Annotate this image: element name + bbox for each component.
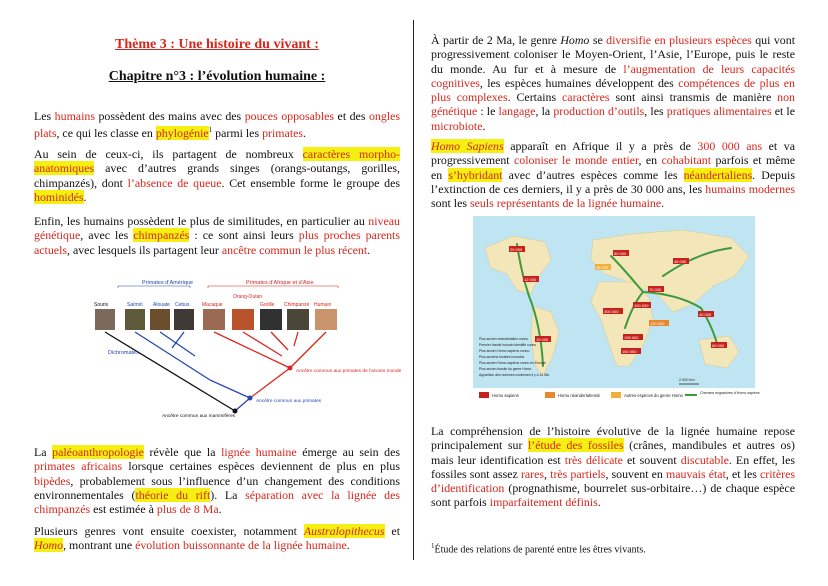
group-africa-bracket bbox=[208, 286, 338, 288]
paragraph-hominids: Au sein de ceux-ci, ils partagent de nombreux caractères morpho-anatomiques avec d’autres grands singes (orangs-outangs, gorilles, chimpanzés), dont l’absence de queue. Cet ensemble forme le groupe des hominidés. bbox=[34, 147, 400, 204]
branch-cebus bbox=[172, 332, 184, 348]
branch-old-world bbox=[250, 368, 290, 398]
label-ancestor-mammals: Ancêtre commun aux mammifères bbox=[162, 414, 236, 419]
site-label: 35 000 bbox=[596, 265, 609, 270]
legend-swatch-sapiens bbox=[479, 392, 489, 398]
photo-alouate bbox=[150, 309, 170, 330]
site-label: 12 000 bbox=[524, 277, 537, 282]
species-label-chimpanze: Chimpanzé bbox=[284, 302, 310, 308]
site-label: 300 000 bbox=[604, 309, 619, 314]
paragraph-fossils: La compréhension de l’histoire évolutive de la lignée humaine repose principalement sur l’étude des fossiles (crânes, mandibules et autres os) mais leur identification est très délicate et souvent discutable. En effet, les fossiles sont assez rares, très partiels, souvent en mauvais état, et les critères d’identification (prognathisme, bourrelet sus-orbitaire…) de chaque espèce sont parfois imparfaitement définis. bbox=[431, 424, 796, 510]
migration-map bbox=[473, 216, 760, 404]
branch-chimpanze bbox=[294, 332, 298, 346]
photo-cebus bbox=[174, 309, 194, 330]
site-label: 160 000 bbox=[622, 349, 637, 354]
site-label: 40 000 bbox=[699, 312, 712, 317]
paragraph-homo-sapiens: Homo Sapiens apparaît en Afrique il y a près de 300 000 ans et va progressivement coloniser le monde entier, en cohabitant parfois et même en s’hybridant avec d’autres espèces comme les néandertaliens. Depuis l’extinction de ces derniers, il y a près de 30 000 ans, les humains modernes sont les seuls représentants de la lignée humaine. bbox=[431, 139, 796, 211]
label-dichromates: Dichromates bbox=[108, 350, 139, 356]
paragraph-phylogeny: Les humains possèdent des mains avec des pouces opposables et des ongles plats, ce qui les classe en phylogénie$^1$ parmi les primates. bbox=[34, 109, 400, 141]
legend-swatch-other bbox=[611, 392, 621, 398]
species-photos bbox=[95, 309, 337, 330]
site-label: 100 000 bbox=[634, 303, 649, 308]
legend-label-path: Chemins migratoires d’Homo sapiens bbox=[700, 391, 760, 395]
legend-label-other: Autres espèces du genre Homo bbox=[624, 393, 683, 398]
paragraph-homo-diversification: À partir de 2 Ma, le genre Homo se diversifie en plusieurs espèces qui vont progressivement coloniser le Moyen-Orient, l’Asie, l’Europe, puis le reste du monde. Au fur et à mesure de l’augmentation de leurs capacités cognitives, les espèces humaines développent des compétences de plus en plus complexes. Certains caractères sont ainsi transmis de manière non génétique : le langage, la production d’outils, les pratiques alimentaires et le microbiote. bbox=[431, 33, 796, 133]
chapter-title: Chapitre n°3 : l’évolution humaine : bbox=[108, 69, 326, 84]
label-ancestor-primates: Ancêtre commun aux primates bbox=[256, 399, 322, 404]
paragraph-genera: Plusieurs genres vont ensuite coexister, notamment Australopithecus et Homo, montrant une évolution buissonnante de la lignée humaine. bbox=[34, 524, 401, 553]
species-label-orang-outan: Orang-Outan bbox=[233, 294, 263, 300]
phylogeny-tree bbox=[90, 276, 402, 426]
key-item: Plus ancien Homo sapiens connu en Europe bbox=[479, 361, 546, 365]
group-africa-label: Primates d’Afrique et d’Asie bbox=[246, 280, 314, 286]
species-label-souris: Souris bbox=[94, 302, 109, 308]
legend-swatch-neander bbox=[545, 392, 555, 398]
site-label: 65 000 bbox=[712, 343, 725, 348]
paragraph-chimpanzees: Enfin, les humains possèdent le plus de similitudes, en particulier au niveau génétique, avec les chimpanzés : ce sont ainsi leurs plus proches parents actuels, avec lesquels ils partagent leur ancêtre commun le plus récent. bbox=[34, 214, 400, 257]
photo-souris bbox=[95, 309, 115, 330]
key-item: Plus ancien fossile du genre Homo bbox=[479, 367, 532, 371]
site-label: 120 000 bbox=[650, 321, 665, 326]
node-old-world bbox=[288, 366, 293, 371]
photo-orang-outan bbox=[232, 309, 254, 330]
group-america-bracket bbox=[118, 286, 190, 288]
site-label: 15 000 bbox=[536, 337, 549, 342]
species-label-gorille: Gorille bbox=[260, 302, 275, 308]
site-label: 70 000 bbox=[649, 287, 662, 292]
node-primates bbox=[248, 396, 253, 401]
species-label-saimiri: Saïmiri bbox=[127, 302, 143, 308]
photo-humain bbox=[315, 309, 337, 330]
site-label: 50 000 bbox=[614, 251, 627, 256]
branch-humain bbox=[290, 332, 326, 368]
group-america-label: Primates d’Amérique bbox=[142, 280, 194, 286]
key-item: Apparition des hommes modernes il y a 12 Ma bbox=[479, 373, 549, 377]
branch-alouate bbox=[160, 332, 195, 356]
node-mammals bbox=[233, 409, 238, 414]
species-label-humain: Humain bbox=[314, 302, 332, 308]
branch-new-world bbox=[210, 380, 250, 398]
photo-gorille bbox=[260, 309, 282, 330]
key-item: Premier fossile humain identifié connu bbox=[479, 343, 537, 347]
site-label: 45 000 bbox=[674, 259, 687, 264]
column-divider bbox=[413, 20, 414, 560]
page-title: Thème 3 : Une histoire du vivant : bbox=[115, 37, 319, 52]
branch-souris bbox=[105, 332, 235, 411]
label-ancestor-old-world: Ancêtre commun aux primates de l’ancien monde bbox=[296, 369, 402, 374]
site-label: 20 000 bbox=[510, 247, 523, 252]
species-label-cebus: Cebus bbox=[175, 302, 190, 308]
key-item: Plus ancien néandertalien connu bbox=[479, 337, 529, 341]
photo-saimiri bbox=[125, 309, 145, 330]
phylogeny-figure bbox=[90, 276, 402, 426]
photo-chimpanze bbox=[287, 309, 309, 330]
site-label: 195 000 bbox=[624, 335, 639, 340]
species-label-alouate: Alouate bbox=[153, 302, 170, 308]
footnote: $^1$Étude des relations de parenté entre les êtres vivants. bbox=[431, 542, 646, 556]
legend-label-sapiens: Homo sapiens bbox=[492, 393, 519, 398]
legend-label-neander: Homo néandertalensis bbox=[558, 393, 600, 398]
branch-orang bbox=[243, 332, 282, 356]
paragraph-paleoanthropology: La paléoanthropologie révèle que la lignée humaine émerge au sein des primates africains lorsque certaines espèces deviennent de plus en plus bipèdes, probablement sous l’influence d’un changement des conditions environnementales (théorie du rift). La séparation avec la lignée des chimpanzés est estimée à plus de 8 Ma. bbox=[34, 445, 401, 517]
branch-gorille bbox=[271, 332, 288, 350]
branch-primates bbox=[235, 398, 250, 411]
key-item: Plus ancien Homo sapiens connu bbox=[479, 349, 530, 353]
world-map bbox=[473, 216, 760, 404]
photo-macaque bbox=[203, 309, 225, 330]
species-label-macaque: Macaque bbox=[202, 302, 223, 308]
map-scale-label: 2 000 km bbox=[679, 378, 695, 382]
key-item: Plus anciens fossiles humains bbox=[479, 355, 525, 359]
